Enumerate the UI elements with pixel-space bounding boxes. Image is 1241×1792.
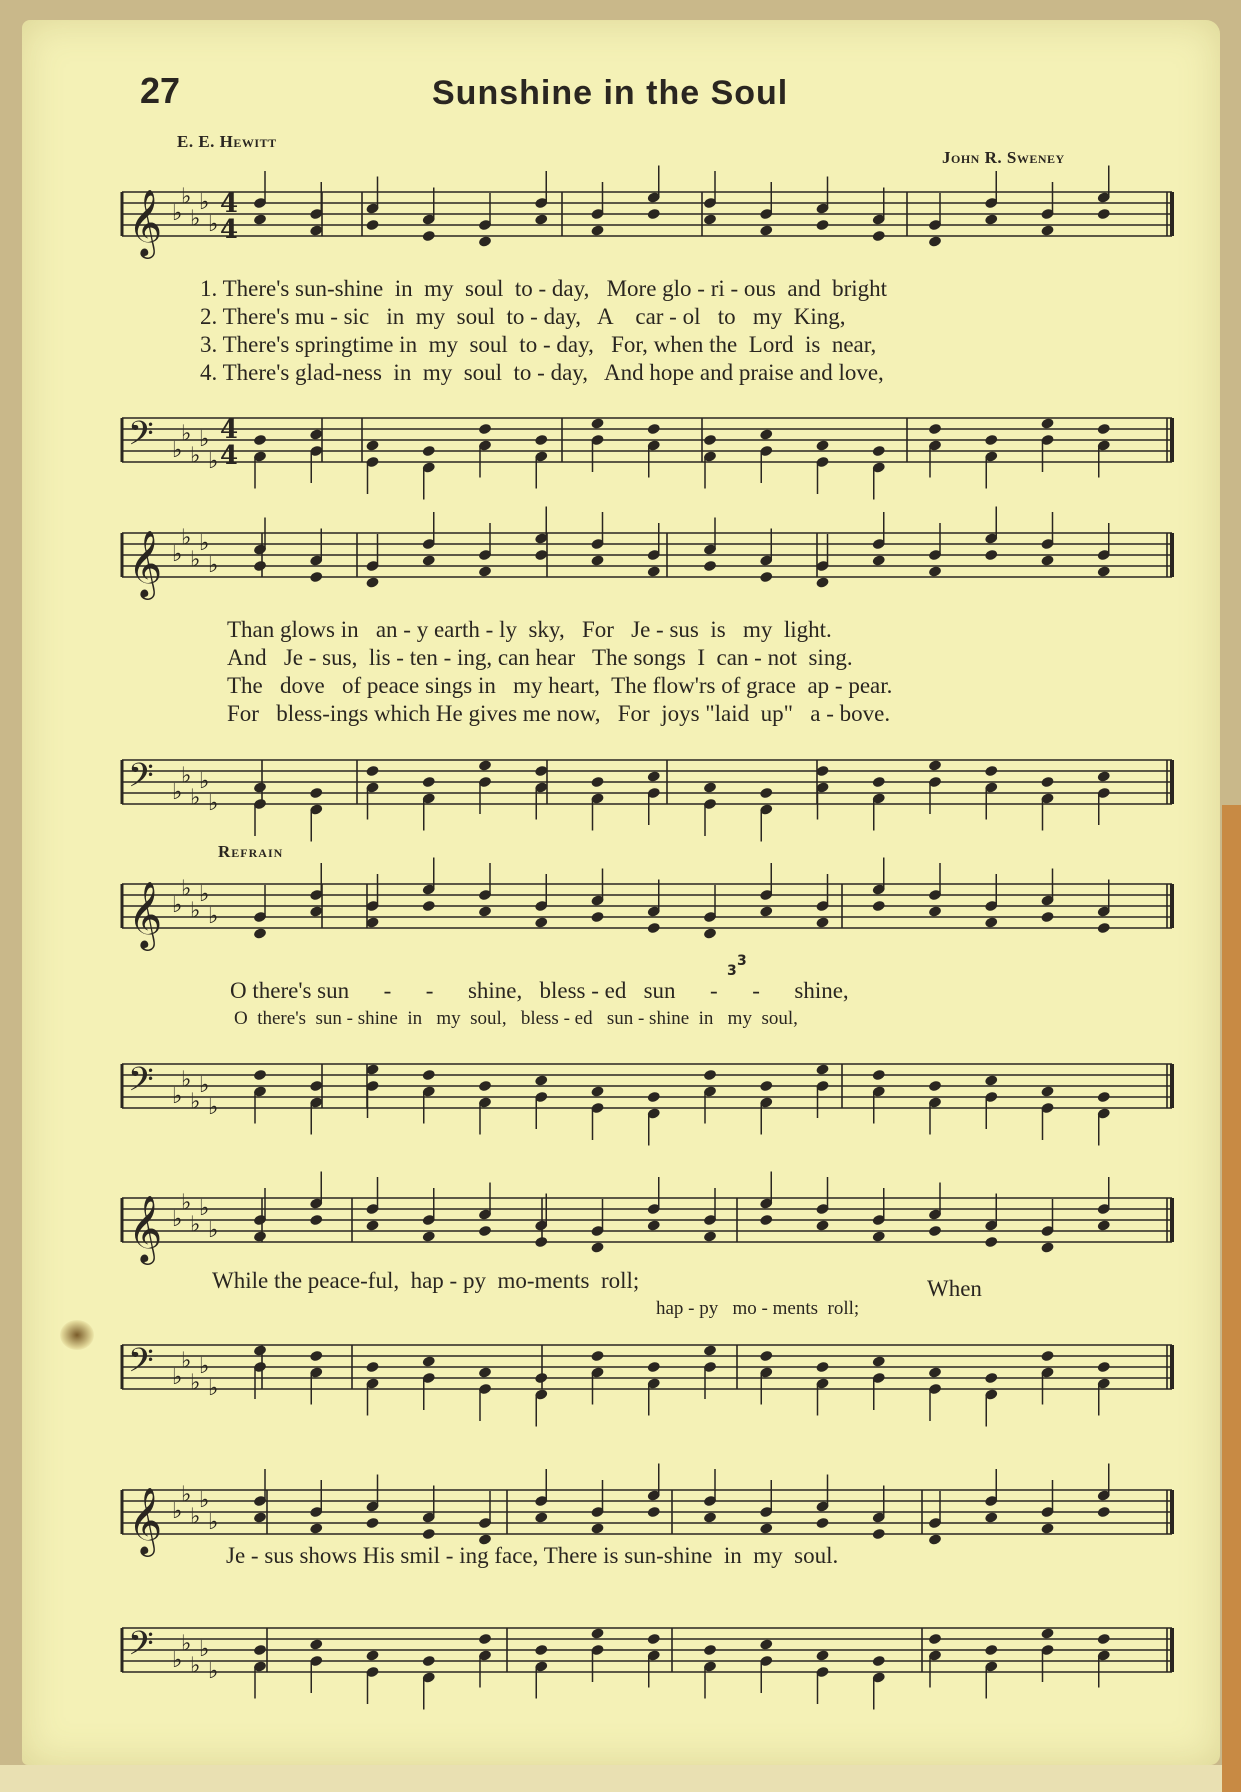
notehead: [759, 1522, 773, 1535]
notehead: [928, 1533, 942, 1546]
key-signature-flat: ♭: [190, 443, 201, 469]
notehead: [590, 554, 604, 567]
notehead: [1040, 911, 1054, 924]
refrain-line-1-lower: O there's sun - shine in my soul, bless - ed sun - shine in my soul,: [234, 1008, 798, 1029]
notehead: [928, 1366, 942, 1379]
notehead: [815, 1649, 829, 1662]
notehead: [872, 1230, 886, 1243]
notehead: [984, 434, 998, 447]
notehead: [703, 213, 717, 226]
notehead: [815, 1063, 829, 1076]
key-signature-flat: ♭: [181, 184, 192, 210]
notehead: [647, 770, 661, 783]
key-signature-flat: ♭: [181, 763, 192, 789]
notehead: [253, 1644, 267, 1657]
notehead: [647, 922, 661, 935]
key-signature-flat: ♭: [181, 876, 192, 902]
notehead: [703, 1344, 717, 1357]
notehead: [422, 1355, 436, 1368]
notehead: [1097, 770, 1111, 783]
notehead: [928, 1080, 942, 1093]
hymn-title: Sunshine in the Soul: [432, 74, 789, 112]
time-signature-top: 4: [220, 415, 239, 445]
book-edge: [1222, 805, 1241, 1792]
key-signature-flat: ♭: [172, 1207, 183, 1232]
notehead: [365, 765, 379, 778]
notehead: [478, 1225, 492, 1238]
notehead: [928, 1225, 942, 1238]
key-signature-flat: ♭: [172, 1084, 183, 1109]
notehead: [422, 554, 436, 567]
notehead: [422, 1230, 436, 1243]
notehead: [365, 576, 379, 589]
notehead: [759, 905, 773, 918]
notehead: [365, 1219, 379, 1232]
notehead: [1040, 554, 1054, 567]
notehead: [872, 445, 886, 458]
bass-clef: 𝄢: [128, 1625, 154, 1671]
notehead: [872, 776, 886, 789]
notehead: [253, 1069, 267, 1082]
treble-clef: 𝄞: [128, 529, 163, 597]
notehead: [590, 1241, 604, 1254]
notehead: [478, 1633, 492, 1646]
notehead: [590, 1350, 604, 1363]
key-signature-flat: ♭: [208, 904, 219, 929]
notehead: [928, 1633, 942, 1646]
refrain-line-2-upper: While the peace-ful, hap - py mo-ments roll;: [212, 1268, 640, 1293]
key-signature-flat: ♭: [199, 769, 210, 794]
key-signature-flat: ♭: [199, 1196, 210, 1221]
notehead: [703, 927, 717, 940]
time-signature-bottom: 4: [220, 441, 239, 471]
bass-clef: 𝄢: [128, 1342, 154, 1388]
key-signature-flat: ♭: [199, 1488, 210, 1513]
notehead: [253, 781, 267, 794]
key-signature-flat: ♭: [199, 427, 210, 452]
notehead: [1040, 1627, 1054, 1640]
notehead: [759, 787, 773, 800]
notehead: [647, 423, 661, 436]
notehead: [647, 1633, 661, 1646]
key-signature-flat: ♭: [208, 1095, 219, 1120]
notehead: [365, 439, 379, 452]
notehead: [1040, 417, 1054, 430]
notehead: [984, 1511, 998, 1524]
key-signature-flat: ♭: [181, 1482, 192, 1508]
hymnal-page: [22, 20, 1220, 1765]
notehead: [534, 1372, 548, 1385]
notehead: [647, 1506, 661, 1519]
key-signature-flat: ♭: [208, 449, 219, 474]
notehead: [534, 1074, 548, 1087]
notehead: [534, 213, 548, 226]
notehead: [647, 1091, 661, 1104]
notehead: [703, 560, 717, 573]
time-signature-bottom: 4: [220, 215, 239, 245]
notehead: [703, 1230, 717, 1243]
notehead: [590, 1522, 604, 1535]
notehead: [1040, 224, 1054, 237]
notehead: [590, 776, 604, 789]
notehead: [703, 1511, 717, 1524]
notehead: [1040, 1350, 1054, 1363]
notehead: [759, 1350, 773, 1363]
key-signature-flat: ♭: [190, 785, 201, 811]
notehead: [422, 1528, 436, 1541]
refrain-line-2-upper-end: When: [927, 1276, 982, 1301]
notehead: [309, 1522, 323, 1535]
notehead: [1097, 1506, 1111, 1519]
notehead: [984, 1644, 998, 1657]
key-signature-flat: ♭: [208, 1218, 219, 1243]
key-signature-flat: ♭: [190, 1089, 201, 1115]
notehead: [253, 927, 267, 940]
triplet-mark: 3: [727, 963, 737, 979]
notehead: [590, 224, 604, 237]
notehead: [365, 1517, 379, 1530]
verse-4-line-2: For bless-ings which He gives me now, For joys "laid up" a - bove.: [227, 701, 891, 726]
notehead: [759, 1080, 773, 1093]
key-signature-flat: ♭: [208, 553, 219, 578]
key-signature-flat: ♭: [190, 547, 201, 573]
notehead: [309, 1350, 323, 1363]
notehead: [590, 417, 604, 430]
notehead: [872, 1069, 886, 1082]
verse-2-line-2: And Je - sus, lis - ten - ing, can hear The songs I can - not sing.: [227, 645, 853, 670]
verse-1-line-1: 1. There's sun-shine in my soul to - day, More glo - ri - ous and bright: [200, 276, 888, 301]
verse-1-line-2: Than glows in an - y earth - ly sky, For Je - sus is my light.: [227, 617, 832, 642]
refrain-line-3: Je - sus shows His smil - ing face, There is sun-shine in my soul.: [226, 1543, 839, 1568]
bass-clef: 𝄢: [128, 415, 154, 461]
notehead: [365, 1649, 379, 1662]
notehead: [309, 1638, 323, 1651]
treble-clef: 𝄞: [128, 1486, 163, 1554]
notehead: [253, 434, 267, 447]
notehead: [872, 1528, 886, 1541]
notehead: [703, 1644, 717, 1657]
notehead: [422, 230, 436, 243]
key-signature-flat: ♭: [208, 1659, 219, 1684]
notehead: [422, 1655, 436, 1668]
notehead: [647, 1361, 661, 1374]
notehead: [759, 1214, 773, 1227]
key-signature-flat: ♭: [208, 1376, 219, 1401]
notehead: [534, 1511, 548, 1524]
notehead: [928, 423, 942, 436]
key-signature-flat: ♭: [172, 201, 183, 226]
verse-3-line-2: The dove of peace sings in my heart, The flow'rs of grace ap - pear.: [227, 673, 893, 698]
notehead: [1097, 922, 1111, 935]
notehead: [815, 916, 829, 929]
triplet-mark: 3: [737, 953, 747, 969]
key-signature-flat: ♭: [190, 898, 201, 924]
key-signature-flat: ♭: [172, 542, 183, 567]
notehead: [984, 1372, 998, 1385]
key-signature-flat: ♭: [208, 212, 219, 237]
key-signature-flat: ♭: [181, 1190, 192, 1216]
notehead: [365, 1361, 379, 1374]
notehead: [422, 1069, 436, 1082]
notehead: [478, 1366, 492, 1379]
notehead: [1097, 1219, 1111, 1232]
page-stain: [60, 1320, 94, 1350]
key-signature-flat: ♭: [190, 206, 201, 232]
notehead: [1097, 1361, 1111, 1374]
key-signature-flat: ♭: [208, 791, 219, 816]
notehead: [815, 1361, 829, 1374]
hymn-number: 27: [140, 70, 181, 111]
notehead: [309, 1214, 323, 1227]
notehead: [1097, 208, 1111, 221]
verse-2-line-1: 2. There's mu - sic in my soul to - day, A car - ol to my King,: [200, 304, 846, 329]
notehead: [309, 571, 323, 584]
notehead: [872, 230, 886, 243]
notehead: [984, 916, 998, 929]
notehead: [815, 576, 829, 589]
key-signature-flat: ♭: [199, 1073, 210, 1098]
key-signature-flat: ♭: [208, 1510, 219, 1535]
key-signature-flat: ♭: [199, 882, 210, 907]
notehead: [253, 560, 267, 573]
treble-clef: 𝄞: [128, 880, 163, 948]
notehead: [1097, 565, 1111, 578]
notehead: [872, 1655, 886, 1668]
key-signature-flat: ♭: [190, 1653, 201, 1679]
notehead: [478, 565, 492, 578]
notehead: [422, 900, 436, 913]
notehead: [534, 916, 548, 929]
notehead: [759, 224, 773, 237]
notehead: [984, 549, 998, 562]
verse-3-line-1: 3. There's springtime in my soul to - day, For, when the Lord is near,: [200, 332, 877, 357]
notehead: [815, 1517, 829, 1530]
notehead: [703, 1069, 717, 1082]
notehead: [478, 905, 492, 918]
notehead: [1040, 776, 1054, 789]
notehead: [1040, 1085, 1054, 1098]
notehead: [647, 208, 661, 221]
notehead: [478, 423, 492, 436]
key-signature-flat: ♭: [190, 1370, 201, 1396]
notehead: [422, 445, 436, 458]
key-signature-flat: ♭: [181, 1067, 192, 1093]
key-signature-flat: ♭: [172, 438, 183, 463]
notehead: [815, 439, 829, 452]
refrain-line-2-lower: hap - py mo - ments roll;: [656, 1298, 860, 1319]
notehead: [984, 1236, 998, 1249]
key-signature-flat: ♭: [181, 1348, 192, 1374]
notehead: [928, 565, 942, 578]
composer-credit: John R. Sweney: [942, 148, 1065, 167]
key-signature-flat: ♭: [172, 780, 183, 805]
notehead: [309, 787, 323, 800]
notehead: [1097, 1091, 1111, 1104]
notehead: [872, 1355, 886, 1368]
key-signature-flat: ♭: [172, 1648, 183, 1673]
key-signature-flat: ♭: [172, 1365, 183, 1390]
bass-clef: 𝄢: [128, 757, 154, 803]
refrain-line-1-upper: O there's sun - - shine, bless - ed sun - - shine,: [230, 978, 849, 1003]
notehead: [815, 1219, 829, 1232]
notehead: [647, 565, 661, 578]
treble-clef: 𝄞: [128, 188, 163, 256]
notehead: [759, 1638, 773, 1651]
notehead: [928, 235, 942, 248]
notehead: [534, 1644, 548, 1657]
notehead: [422, 776, 436, 789]
key-signature-flat: ♭: [172, 893, 183, 918]
notehead: [365, 219, 379, 232]
notehead: [253, 1230, 267, 1243]
key-signature-flat: ♭: [199, 1354, 210, 1379]
key-signature-flat: ♭: [190, 1212, 201, 1238]
notehead: [534, 434, 548, 447]
notehead: [703, 781, 717, 794]
notehead: [984, 1074, 998, 1087]
refrain-label: Refrain: [218, 842, 284, 861]
notehead: [759, 428, 773, 441]
page-bottom-margin: [0, 1765, 1222, 1792]
time-signature-top: 4: [220, 189, 239, 219]
notehead: [534, 1236, 548, 1249]
notehead: [872, 900, 886, 913]
notehead: [253, 1344, 267, 1357]
notehead: [984, 765, 998, 778]
notehead: [1040, 1522, 1054, 1535]
lyricist-credit: E. E. Hewitt: [177, 132, 277, 151]
notehead: [253, 1511, 267, 1524]
notehead: [928, 905, 942, 918]
verse-4-line-1: 4. There's glad-ness in my soul to - day, And hope and praise and love,: [200, 360, 884, 385]
key-signature-flat: ♭: [172, 1499, 183, 1524]
key-signature-flat: ♭: [199, 1637, 210, 1662]
notehead: [478, 1080, 492, 1093]
key-signature-flat: ♭: [199, 531, 210, 556]
key-signature-flat: ♭: [181, 525, 192, 551]
notehead: [590, 1627, 604, 1640]
notehead: [984, 213, 998, 226]
key-signature-flat: ♭: [181, 421, 192, 447]
key-signature-flat: ♭: [190, 1504, 201, 1530]
notehead: [872, 554, 886, 567]
notehead: [928, 759, 942, 772]
key-signature-flat: ♭: [199, 190, 210, 215]
bass-clef: 𝄢: [128, 1061, 154, 1107]
notehead: [647, 1219, 661, 1232]
notehead: [478, 759, 492, 772]
treble-clef: 𝄞: [128, 1194, 163, 1262]
notehead: [253, 213, 267, 226]
notehead: [1097, 1633, 1111, 1646]
notehead: [590, 1085, 604, 1098]
notehead: [759, 571, 773, 584]
notehead: [815, 219, 829, 232]
notehead: [478, 235, 492, 248]
notehead: [703, 434, 717, 447]
key-signature-flat: ♭: [181, 1631, 192, 1657]
notehead: [1097, 423, 1111, 436]
notehead: [590, 911, 604, 924]
notehead: [1040, 1241, 1054, 1254]
